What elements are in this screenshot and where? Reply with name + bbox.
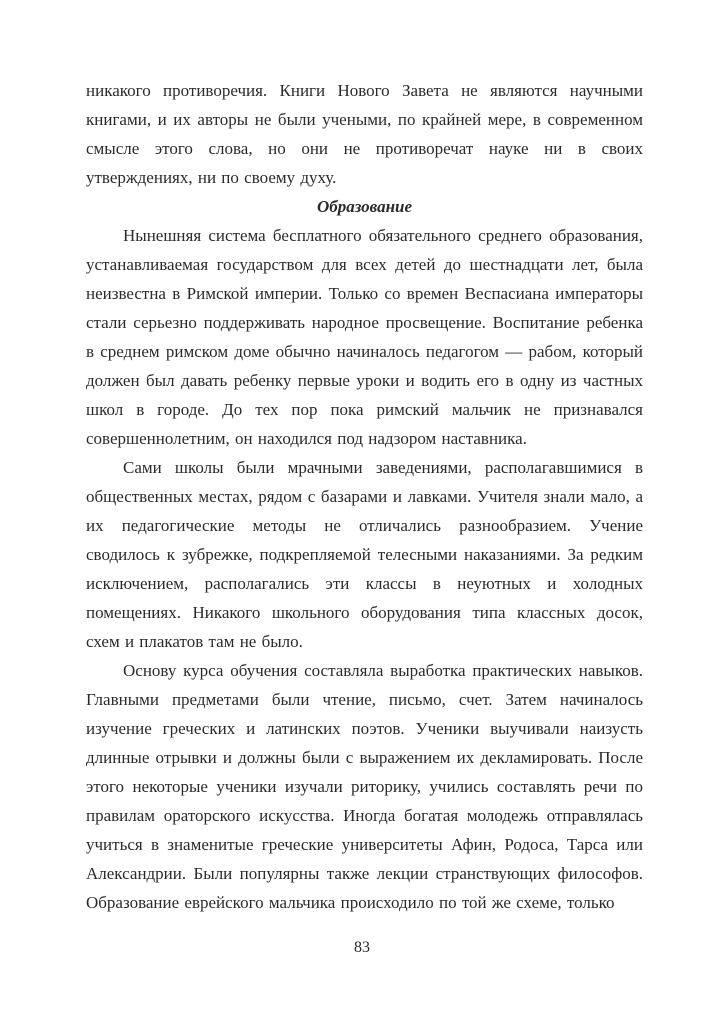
page-number: 83 — [354, 939, 370, 956]
body-paragraph: Сами школы были мрачными заведениями, располагавшимися в общественных местах, рядом с базарами и лавками. Учителя знали мало, а их педагогические методы не отличались разнообразием. Учение сводилось к зубрежке, подкрепляемой телесными наказаниями. За редким исключением, располагались эти классы в неуютных и холодных помещениях. Никакого школьного оборудования типа классных досок, схем и плакатов там не было. — [86, 458, 643, 651]
body-paragraph-continuation: никакого противоречия. Книги Нового Завета не являются научными книгами, и их авторы не были учеными, по крайней мере, в современном смысле этого слова, но они не противоречат науке ни в своих утверждениях, ни по своему духу. — [86, 81, 643, 187]
text-block — [86, 76, 643, 917]
body-paragraph: Основу курса обучения составляла выработка практических навыков. Главными предметами были чтение, письмо, счет. Затем начиналось изучение греческих и латинских поэтов. Ученики выучивали наизусть длинные отрывки и должны были с выражением их декламировать. После этого некоторые ученики изучали риторику, учились составлять речи по правилам ораторского искусства. Иногда богатая молодежь отправлялась учиться в знаменитые греческие университеты Афин, Родоса, Тарса или Александрии. Были популярны также лекции странствующих философов. Образование еврейского мальчика происходило по той же схеме, только — [86, 661, 643, 912]
section-heading: Образование — [316, 197, 413, 216]
body-paragraph: Нынешняя система бесплатного обязательного среднего образования, устанавливаемая государством для всех детей до шестнадцати лет, была неизвестна в Римской империи. Только со времен Веспасиана императоры стали серьезно поддерживать народное просвещение. Воспитание ребенка в среднем римском доме обычно начиналось педагогом — рабом, который должен был давать ребенку первые уроки и водить его в одну из частных школ в городе. До тех пор пока римский мальчик не признавался совершеннолетним, он находился под надзором наставника. — [86, 226, 643, 448]
